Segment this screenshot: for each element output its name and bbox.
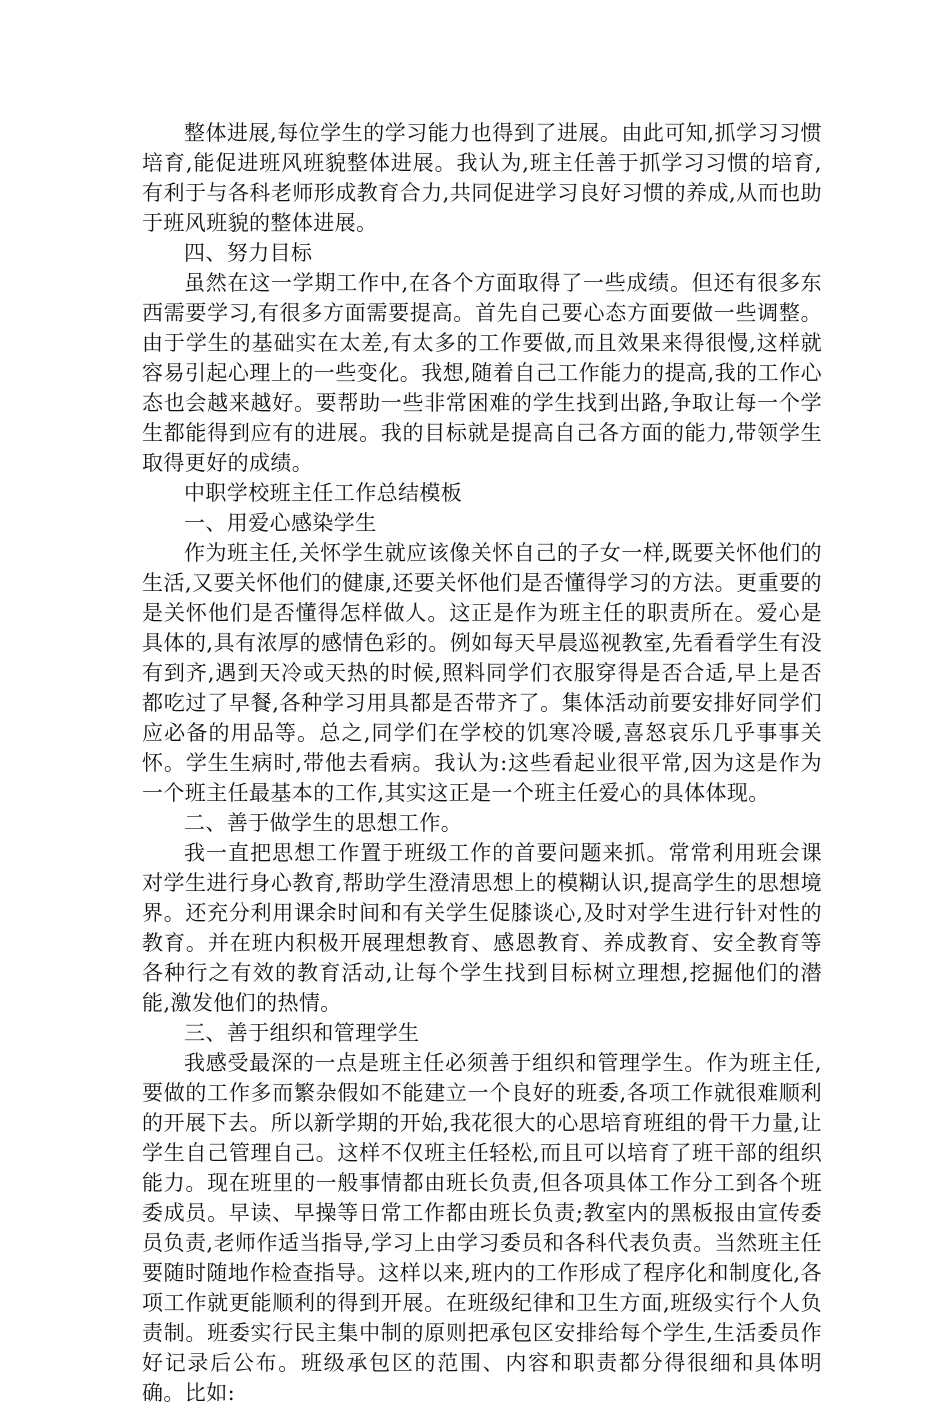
section-heading-organize: 三、善于组织和管理学生 <box>184 1021 420 1045</box>
paragraph-thought-work: 我一直把思想工作置于班级工作的首要问题来抓。常常利用班会课对学生进行身心教育,帮助学生澄清思想上的模糊认识,提高学生的思想境界。还充分利用课余时间和有关学生促膝谈心,及时对学生进行针对性的教育。并在班内积极开展理想教育、感恩教育、养成教育、安全教育等各种行之有效的教育活动,让每个学生找到目标树立理想,挖掘他们的潜能,激发他们的热情。 <box>142 841 822 1015</box>
section-heading-love: 一、用爱心感染学生 <box>184 511 377 535</box>
paragraph-habit-progress: 整体进展,每位学生的学习能力也得到了进展。由此可知,抓学习习惯培育,能促进班风班貌整体进展。我认为,班主任善于抓学习习惯的培育,有利于与各科老师形成教育合力,共同促进学习良好习惯的养成,从而也助于班风班貌的整体进展。 <box>142 121 822 235</box>
document-title: 中职学校班主任工作总结模板 <box>184 481 463 505</box>
paragraph-love: 作为班主任,关怀学生就应该像关怀自己的子女一样,既要关怀他们的生活,又要关怀他们的健康,还要关怀他们是否懂得学习的方法。更重要的是关怀他们是否懂得怎样做人。这正是作为班主任的职责所在。爱心是具体的,具有浓厚的感情色彩的。例如每天早晨巡视教室,先看看学生有没有到齐,遇到天冷或天热的时候,照料同学们衣服穿得是否合适,早上是否都吃过了早餐,各种学习用具都是否带齐了。集体活动前要安排好同学们应必备的用品等。总之,同学们在学校的饥寒冷暖,喜怒哀乐几乎事事关怀。学生生病时,带他去看病。我认为:这些看起业很平常,因为这是作为一个班主任最基本的工作,其实这正是一个班主任爱心的具体体现。 <box>142 541 822 805</box>
paragraph-organize: 我感受最深的一点是班主任必须善于组织和管理学生。作为班主任,要做的工作多而繁杂假如不能建立一个良好的班委,各项工作就很难顺利的开展下去。所以新学期的开始,我花很大的心思培育班组的骨干力量,让学生自己管理自己。这样不仅班主任轻松,而且可以培育了班干部的组织能力。现在班里的一般事情都由班长负责,但各项具体工作分工到各个班委成员。早读、早操等日常工作都由班长负责;教室内的黑板报由宣传委员负责,老师作适当指导,学习上由学习委员和各科代表负责。当然班主任要随时随地作检查指导。这样以来,班内的工作形成了程序化和制度化,各项工作就更能顺利的得到开展。在班级纪律和卫生方面,班级实行个人负责制。班委实行民主集中制的原则把承包区安排给每个学生,生活委员作好记录后公布。班级承包区的范围、内容和职责都分得很细和具体明确。比如: <box>142 1051 822 1405</box>
section-heading-goals: 四、努力目标 <box>184 241 313 265</box>
section-heading-thought-work: 二、善于做学生的思想工作。 <box>184 811 463 835</box>
document-body <box>142 118 822 1408</box>
paragraph-goals: 虽然在这一学期工作中,在各个方面取得了一些成绩。但还有很多东西需要学习,有很多方面需要提高。首先自己要心态方面要做一些调整。由于学生的基础实在太差,有太多的工作要做,而且效果来得很慢,这样就容易引起心理上的一些变化。我想,随着自己工作能力的提高,我的工作心态也会越来越好。要帮助一些非常困难的学生找到出路,争取让每一个学生都能得到应有的进展。我的目标就是提高自己各方面的能力,带领学生取得更好的成绩。 <box>142 271 822 475</box>
